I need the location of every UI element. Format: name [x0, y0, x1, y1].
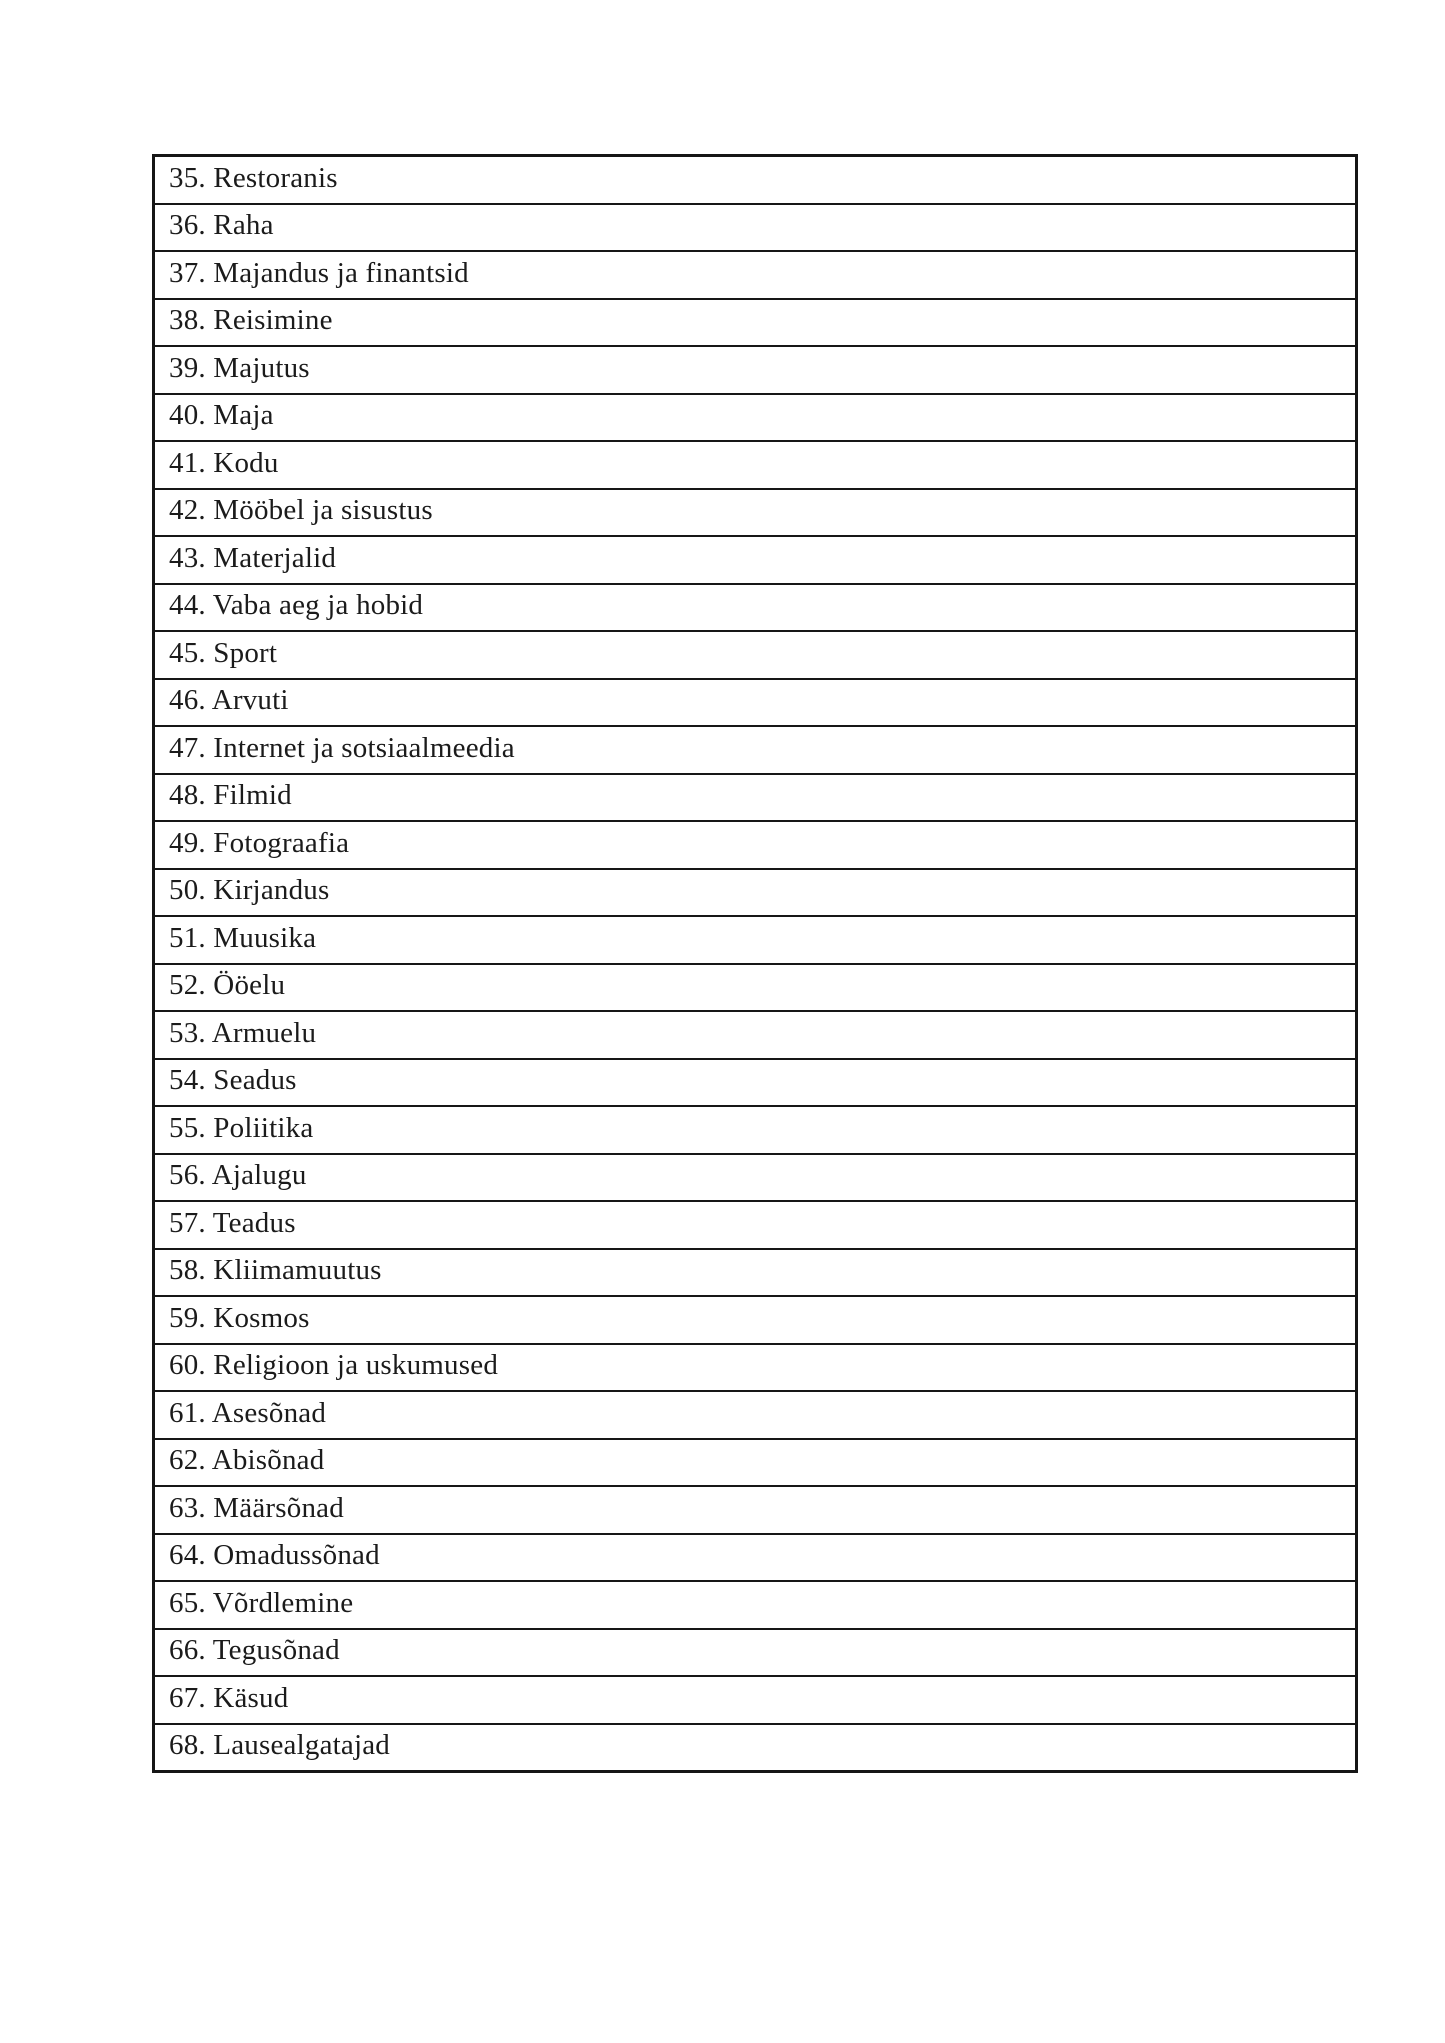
- row-text: 65. Võrdlemine: [169, 1586, 354, 1619]
- row-text: 64. Omadussõnad: [169, 1539, 380, 1572]
- row-text: 45. Sport: [169, 636, 278, 669]
- row-text: 41. Kodu: [169, 446, 279, 479]
- table-row: [155, 1438, 1355, 1486]
- table-row: [155, 1200, 1355, 1248]
- table-row: [155, 868, 1355, 916]
- row-text: 48. Filmid: [169, 779, 292, 812]
- row-text: 67. Käsud: [169, 1681, 289, 1714]
- table-row: [155, 915, 1355, 963]
- row-text: 36. Raha: [169, 209, 274, 242]
- row-text: 40. Maja: [169, 399, 274, 432]
- row-text: 57. Teadus: [169, 1206, 296, 1239]
- table-row: [155, 1010, 1355, 1058]
- table-row: [155, 345, 1355, 393]
- row-text: 53. Armuelu: [169, 1016, 317, 1049]
- row-text: 60. Religioon ja uskumused: [169, 1349, 499, 1382]
- row-text: 59. Kosmos: [169, 1301, 310, 1334]
- table-row: [155, 725, 1355, 773]
- table-row: [155, 250, 1355, 298]
- row-text: 39. Majutus: [169, 351, 310, 384]
- table-row: [155, 298, 1355, 346]
- table-row: [155, 630, 1355, 678]
- row-text: 44. Vaba aeg ja hobid: [169, 589, 424, 622]
- table-row: [155, 1153, 1355, 1201]
- row-text: 50. Kirjandus: [169, 874, 330, 907]
- table-row: [155, 678, 1355, 726]
- row-text: 49. Fotograafia: [169, 826, 350, 859]
- table-row: [155, 1580, 1355, 1628]
- row-text: 55. Poliitika: [169, 1111, 314, 1144]
- table-row: [155, 1628, 1355, 1676]
- table-row: [155, 820, 1355, 868]
- row-text: 43. Materjalid: [169, 541, 337, 574]
- row-text: 68. Lausealgatajad: [169, 1729, 391, 1762]
- row-text: 46. Arvuti: [169, 684, 289, 717]
- row-text: 63. Määrsõnad: [169, 1491, 344, 1524]
- row-text: 38. Reisimine: [169, 304, 333, 337]
- row-text: 56. Ajalugu: [169, 1159, 307, 1192]
- table-row: [155, 1295, 1355, 1343]
- contents-table: [152, 154, 1358, 1773]
- table-row: [155, 963, 1355, 1011]
- row-text: 35. Restoranis: [169, 161, 338, 194]
- table-row: [155, 488, 1355, 536]
- table-row: [155, 393, 1355, 441]
- row-text: 54. Seadus: [169, 1064, 297, 1097]
- row-text: 51. Muusika: [169, 921, 317, 954]
- table-row: [155, 773, 1355, 821]
- row-text: 62. Abisõnad: [169, 1444, 325, 1477]
- row-text: 37. Majandus ja finantsid: [169, 256, 469, 289]
- table-row: [155, 1485, 1355, 1533]
- table-row: [155, 1058, 1355, 1106]
- table-row: [155, 1390, 1355, 1438]
- row-text: 52. Ööelu: [169, 969, 286, 1002]
- table-row: [155, 1343, 1355, 1391]
- row-text: 42. Mööbel ja sisustus: [169, 494, 433, 527]
- table-row: [155, 440, 1355, 488]
- table-row: [155, 1723, 1355, 1771]
- table-row: [155, 1533, 1355, 1581]
- row-text: 61. Asesõnad: [169, 1396, 327, 1429]
- table-row: [155, 203, 1355, 251]
- table-row: [155, 157, 1355, 203]
- table-row: [155, 1675, 1355, 1723]
- table-row: [155, 535, 1355, 583]
- table-row: [155, 1105, 1355, 1153]
- table-row: [155, 583, 1355, 631]
- row-text: 58. Kliimamuutus: [169, 1254, 382, 1287]
- row-text: 47. Internet ja sotsiaalmeedia: [169, 731, 515, 764]
- table-row: [155, 1248, 1355, 1296]
- row-text: 66. Tegusõnad: [169, 1634, 340, 1667]
